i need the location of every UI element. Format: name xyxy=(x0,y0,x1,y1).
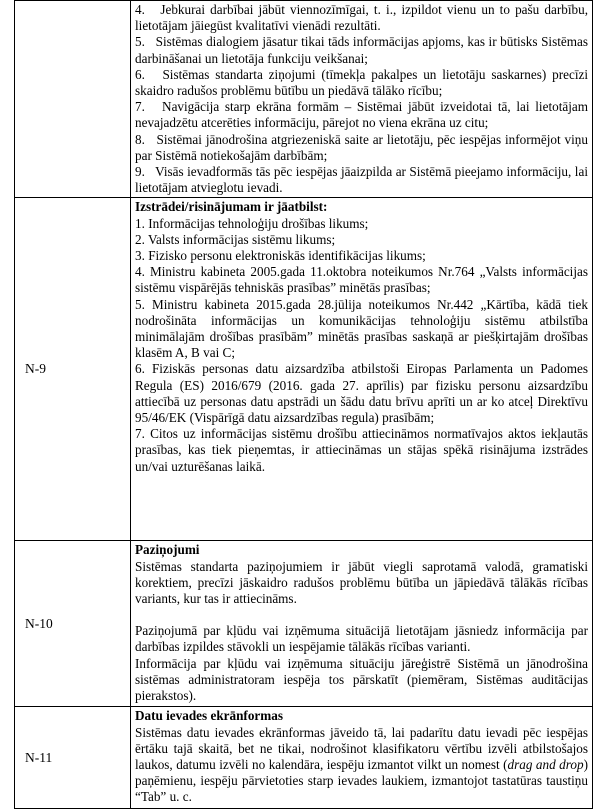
requirement-id-cell: N-10 xyxy=(15,541,131,707)
list-item: 2. Valsts informācijas sistēmu likums; xyxy=(135,231,336,247)
table-row xyxy=(15,1,593,198)
table-row xyxy=(15,198,593,541)
section-heading: Paziņojumi xyxy=(135,542,200,558)
table-row xyxy=(15,541,593,707)
list-item: 6. Fiziskās personas datu aizsardzība atbilstoši Eiropas Parlamenta un Padomes Regula (ES) 2016/679 (2016. gada 27. aprīlis) par fizisku personu aizsardzību attiecībā uz personas datu apstrādi un šādu datu brīvu aprīti un ar ko atceļ Direktīvu 95/46/EK (Vispārīgā datu aizsardzības regula) prasībām; xyxy=(135,361,588,426)
list-item: 8. Sistēmai jānodrošina atgriezeniskā saite ar lietotāju, pēc iespējas informējot viņu par Sistēmā notiekošajām darbībām; xyxy=(135,131,588,163)
paragraph: Informācija par kļūdu vai izņēmuma situāciju jāreģistrē Sistēmā un jānodrošina sistēmas administratoram iespēja tos pārskatīt (piemēram, Sistēmas auditācijas pierakstos). xyxy=(135,655,588,704)
paragraph xyxy=(135,725,588,806)
list-item: 5. Ministru kabineta 2015.gada 28.jūlija noteikumos Nr.442 „Kārtība, kādā tiek nodrošināta informācijas un komunikācijas tehnoloģiju sistēmu atbilstība minimālajām drošības prasībām” minētās prasības saskaņā ar piešķirtajām drošības klasēm A, B vai C; xyxy=(135,296,588,361)
section-heading: Izstrādei/risinājumam ir jāatbilst: xyxy=(135,199,328,215)
table-row xyxy=(15,707,593,809)
text-segment-italic: drag and drop xyxy=(507,757,584,773)
list-item: 1. Informācijas tehnoloģiju drošības likums; xyxy=(135,215,369,231)
list-item: 7. Citos uz informācijas sistēmu drošību attiecināmos normatīvajos aktos iekļautās prasības, kas tiek pieņemtas, ir attiecināmas un stājas spēkā risinājuma izstrādes un/vai uzturēšanas laikā. xyxy=(135,426,588,474)
requirement-id-cell: N-11 xyxy=(15,707,131,809)
paragraph: Paziņojumā par kļūdu vai izņēmuma situācijā lietotājam jāsniedz informācija par darbības izpildes stāvokli un iespējamie tālākās rīcības varianti. xyxy=(135,623,588,655)
list-item: 6. Sistēmas standarta ziņojumi (tīmekļa pakalpes un lietotāju saskarnes) precīzi skaidro radušos problēmu būtību un piedāvā tālāko rīcību; xyxy=(135,66,588,99)
requirement-id-cell xyxy=(15,1,131,198)
list-item: 7. Navigācija starp ekrāna formām – Sistēmai jābūt izveidotai tā, lai lietotājam nevajadzētu atcerēties informāciju, pārejot no viena ekrāna uz citu; xyxy=(135,99,588,131)
list-item: 4. Jebkurai darbībai jābūt viennozīmīgai, t. i., izpildot vienu un to pašu darbību, lietotājam jāiegūst kvalitatīvi vienādi rezultāti. xyxy=(135,2,588,34)
text-segment: ) paņēmienu, iespēju pārvietoties starp ievades laukiem, izmantojot tastatūras taustiņu “Tab” u. c. xyxy=(135,757,588,805)
list-item: 3. Fizisko personu elektroniskās identifikācijas likums; xyxy=(135,248,426,264)
requirement-content-cell xyxy=(131,707,593,809)
paragraph: Sistēmas standarta paziņojumiem ir jābūt viegli saprotamā valodā, gramatiski korektiem, precīzi jāskaidro radušos problēmu būtība un jāpiedāvā tālākās rīcības variants, kur tas ir attiecināms. xyxy=(135,558,588,607)
list-item: 5. Sistēmas dialogiem jāsatur tikai tāds informācijas apjoms, kas ir būtisks Sistēmas darbināšanai un lietotāja funkciju veikšanai; xyxy=(135,34,588,66)
requirement-id-cell: N-9 xyxy=(15,198,131,541)
requirement-content-cell xyxy=(131,1,593,198)
section-heading: Datu ievades ekrānformas xyxy=(135,708,283,724)
requirements-table xyxy=(14,0,593,809)
text-segment: Sistēmas datu ievades ekrānformas jāveido tā, lai padarītu datu ievadi pēc iespējas ērtāku tajā skaitā, bet ne tikai, nodrošinot klasifikatoru vērtību izvēli atbilstošajos laukos, datumu izvēli no kalendāra, iespēju izmantot vilkt un nomest ( xyxy=(135,724,588,773)
list-item: 4. Ministru kabineta 2005.gada 11.oktobra noteikumos Nr.764 „Valsts informācijas sistēmu vispārējās tehniskās prasības” minētās prasības; xyxy=(135,264,588,296)
requirement-content-cell xyxy=(131,541,593,707)
requirement-content-cell xyxy=(131,198,593,541)
list-item: 9. Visās ievadformās tās pēc iespējas jāaizpilda ar Sistēmā pieejamo informāciju, lai lietotājam atvieglotu ievadi. xyxy=(135,164,588,196)
